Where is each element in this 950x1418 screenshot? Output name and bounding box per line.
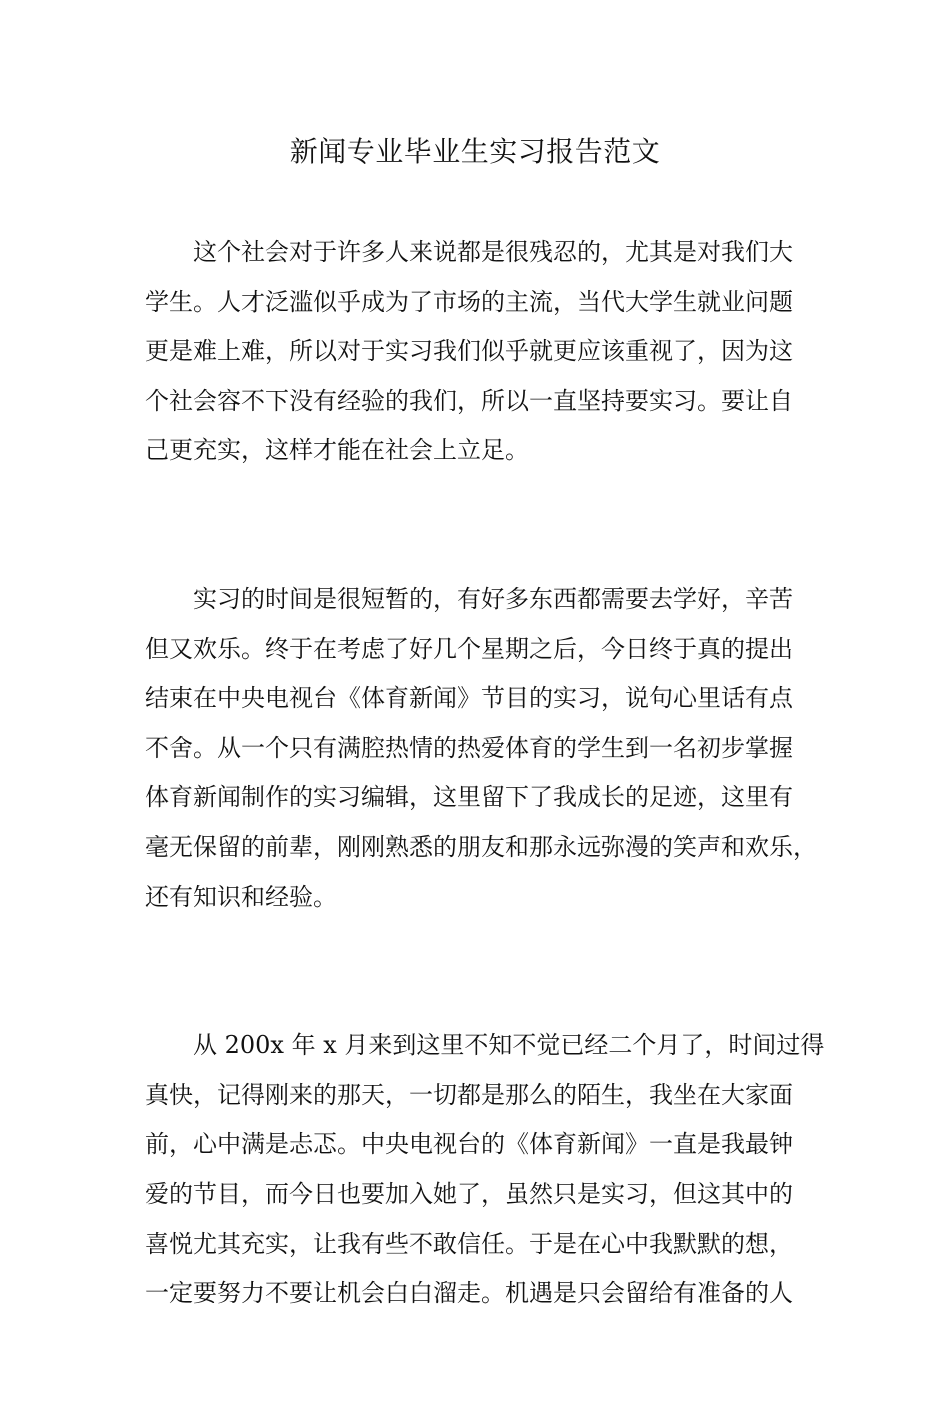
paragraph-line: 结束在中央电视台《体育新闻》节目的实习，说句心里话有点 xyxy=(145,684,793,713)
paragraph-line: 前，心中满是忐忑。中央电视台的《体育新闻》一直是我最钟 xyxy=(145,1130,793,1159)
document-body xyxy=(145,228,835,1418)
paragraph-line: 这个社会对于许多人来说都是很残忍的，尤其是对我们大 xyxy=(193,238,793,266)
paragraph-line: 毫无保留的前辈，刚刚熟悉的朋友和那永远弥漫的笑声和欢乐， xyxy=(145,832,817,861)
paragraph-line: 从 200x 年 x 月来到这里不知不觉已经二个月了，时间过得 xyxy=(193,1031,825,1060)
paragraph-line: 但又欢乐。终于在考虑了好几个星期之后，今日终于真的提出 xyxy=(145,634,793,663)
paragraph-line: 真快，记得刚来的那天，一切都是那么的陌生，我坐在大家面 xyxy=(145,1080,793,1109)
paragraph-line: 喜悦尤其充实，让我有些不敢信任。于是在心中我默默的想， xyxy=(145,1229,793,1258)
paragraph-line: 己更充实，这样才能在社会上立足。 xyxy=(145,436,529,465)
paragraph-line: 实习的时间是很短暂的，有好多东西都需要去学好，辛苦 xyxy=(193,584,793,613)
paragraph-3 xyxy=(145,1021,835,1319)
paragraph-line: 学生。人才泛滥似乎成为了市场的主流，当代大学生就业问题 xyxy=(145,287,793,316)
document-title: 新闻专业毕业生实习报告范文 xyxy=(289,135,661,168)
paragraph-line: 不舍。从一个只有满腔热情的热爱体育的学生到一名初步掌握 xyxy=(145,733,793,762)
paragraph-line: 更是难上难，所以对于实习我们似乎就更应该重视了，因为这 xyxy=(145,337,793,366)
paragraph-1 xyxy=(145,228,835,476)
paragraph-line: 个社会容不下没有经验的我们，所以一直坚持要实习。要让自 xyxy=(145,386,793,415)
paragraph-line: 爱的节目，而今日也要加入她了，虽然只是实习，但这其中的 xyxy=(145,1179,793,1208)
paragraph-line: 还有知识和经验。 xyxy=(145,882,337,911)
paragraph-line: 体育新闻制作的实习编辑，这里留下了我成长的足迹，这里有 xyxy=(145,783,793,812)
paragraph-2 xyxy=(145,575,835,922)
paragraph-line: 一定要努力不要让机会白白溜走。机遇是只会留给有准备的人 xyxy=(145,1279,793,1308)
